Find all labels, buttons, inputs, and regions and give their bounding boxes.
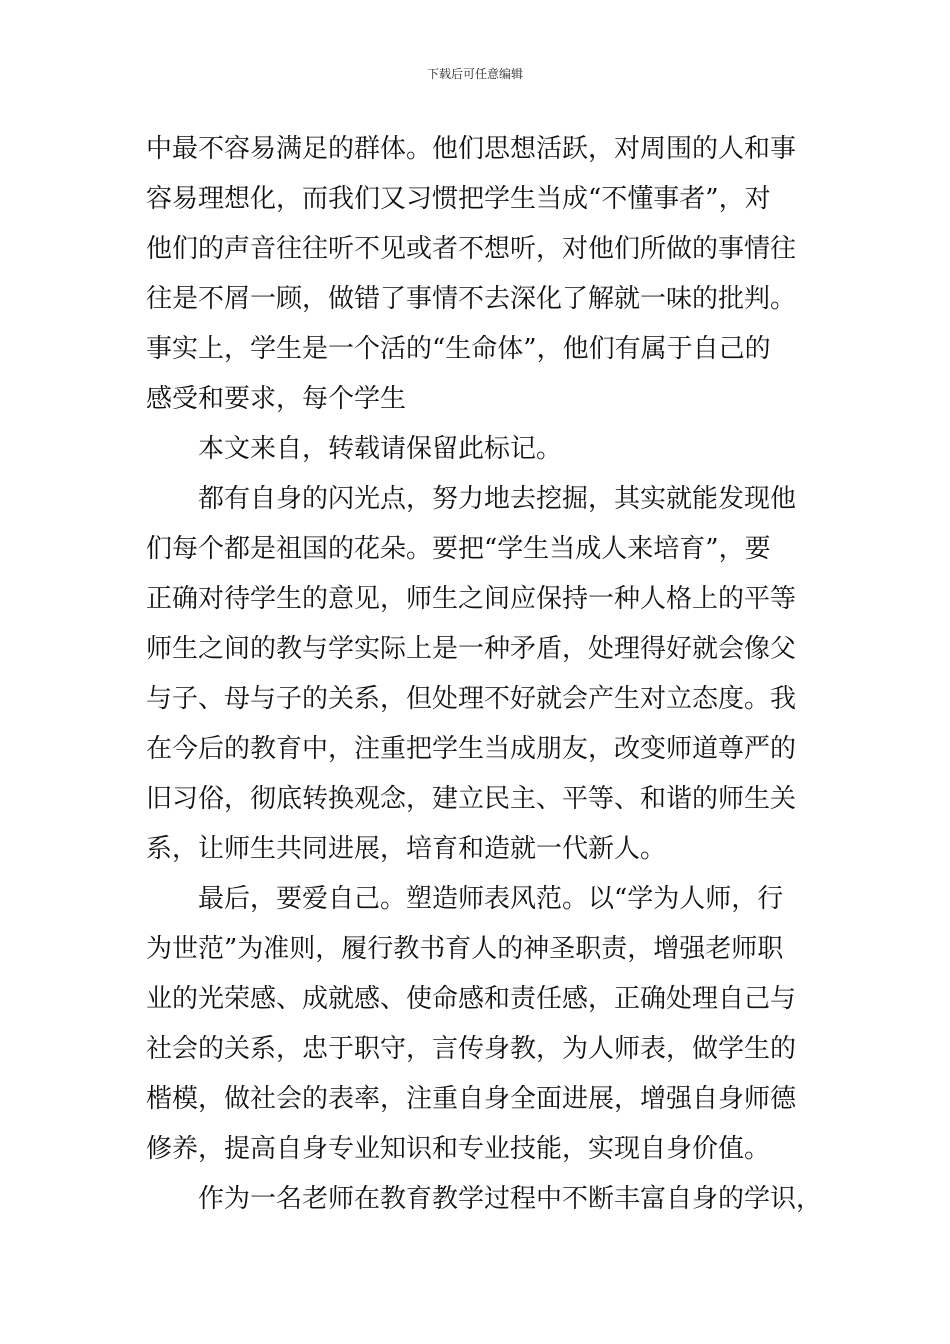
text-line: 正确对待学生的意见，师生之间应保持一种人格上的平等 — [146, 584, 797, 614]
text-line: 修养，提高自身专业知识和专业技能，实现自身价值。 — [146, 1134, 771, 1164]
text-line: 社会的关系，忠于职守，言传身教，为人师表，做学生的 — [146, 1034, 797, 1064]
text-line: 容易理想化，而我们又习惯把学生当成“不懂事者”，对 — [146, 184, 771, 214]
text-line: 在今后的教育中，注重把学生当成朋友，改变师道尊严的 — [146, 734, 797, 764]
text-line: 事实上，学生是一个活的“生命体”，他们有属于自己的 — [146, 334, 771, 364]
text-line: 他们的声音往往听不见或者不想听，对他们所做的事情往 — [146, 234, 797, 264]
text-line: 作为一名老师在教育教学过程中不断丰富自身的学识， — [146, 1184, 823, 1214]
document-body — [146, 124, 823, 1224]
text-line: 旧习俗，彻底转换观念，建立民主、平等、和谐的师生关 — [146, 784, 797, 814]
text-line: 楷模，做社会的表率，注重自身全面进展，增强自身师德 — [146, 1084, 797, 1114]
page-header: 下载后可任意编辑 — [426, 67, 523, 81]
text-line: 感受和要求，每个学生 — [146, 384, 407, 414]
text-line: 最后，要爱自己。塑造师表风范。以“学为人师，行 — [146, 884, 784, 914]
text-line: 中最不容易满足的群体。他们思想活跃，对周围的人和事 — [146, 134, 797, 164]
text-line: 师生之间的教与学实际上是一种矛盾，处理得好就会像父 — [146, 634, 797, 664]
text-line: 系，让师生共同进展，培育和造就一代新人。 — [146, 834, 667, 864]
text-line: 业的光荣感、成就感、使命感和责任感，正确处理自己与 — [146, 984, 797, 1014]
text-line: 们每个都是祖国的花朵。要把“学生当成人来培育”，要 — [146, 534, 771, 564]
text-line: 本文来自，转载请保留此标记。 — [146, 434, 563, 464]
text-line: 都有自身的闪光点，努力地去挖掘，其实就能发现他 — [146, 484, 797, 514]
text-line: 与子、母与子的关系，但处理不好就会产生对立态度。我 — [146, 684, 797, 714]
text-line: 为世范”为准则，履行教书育人的神圣职责，增强老师职 — [146, 934, 784, 964]
text-line: 往是不屑一顾，做错了事情不去深化了解就一味的批判。 — [146, 284, 797, 314]
